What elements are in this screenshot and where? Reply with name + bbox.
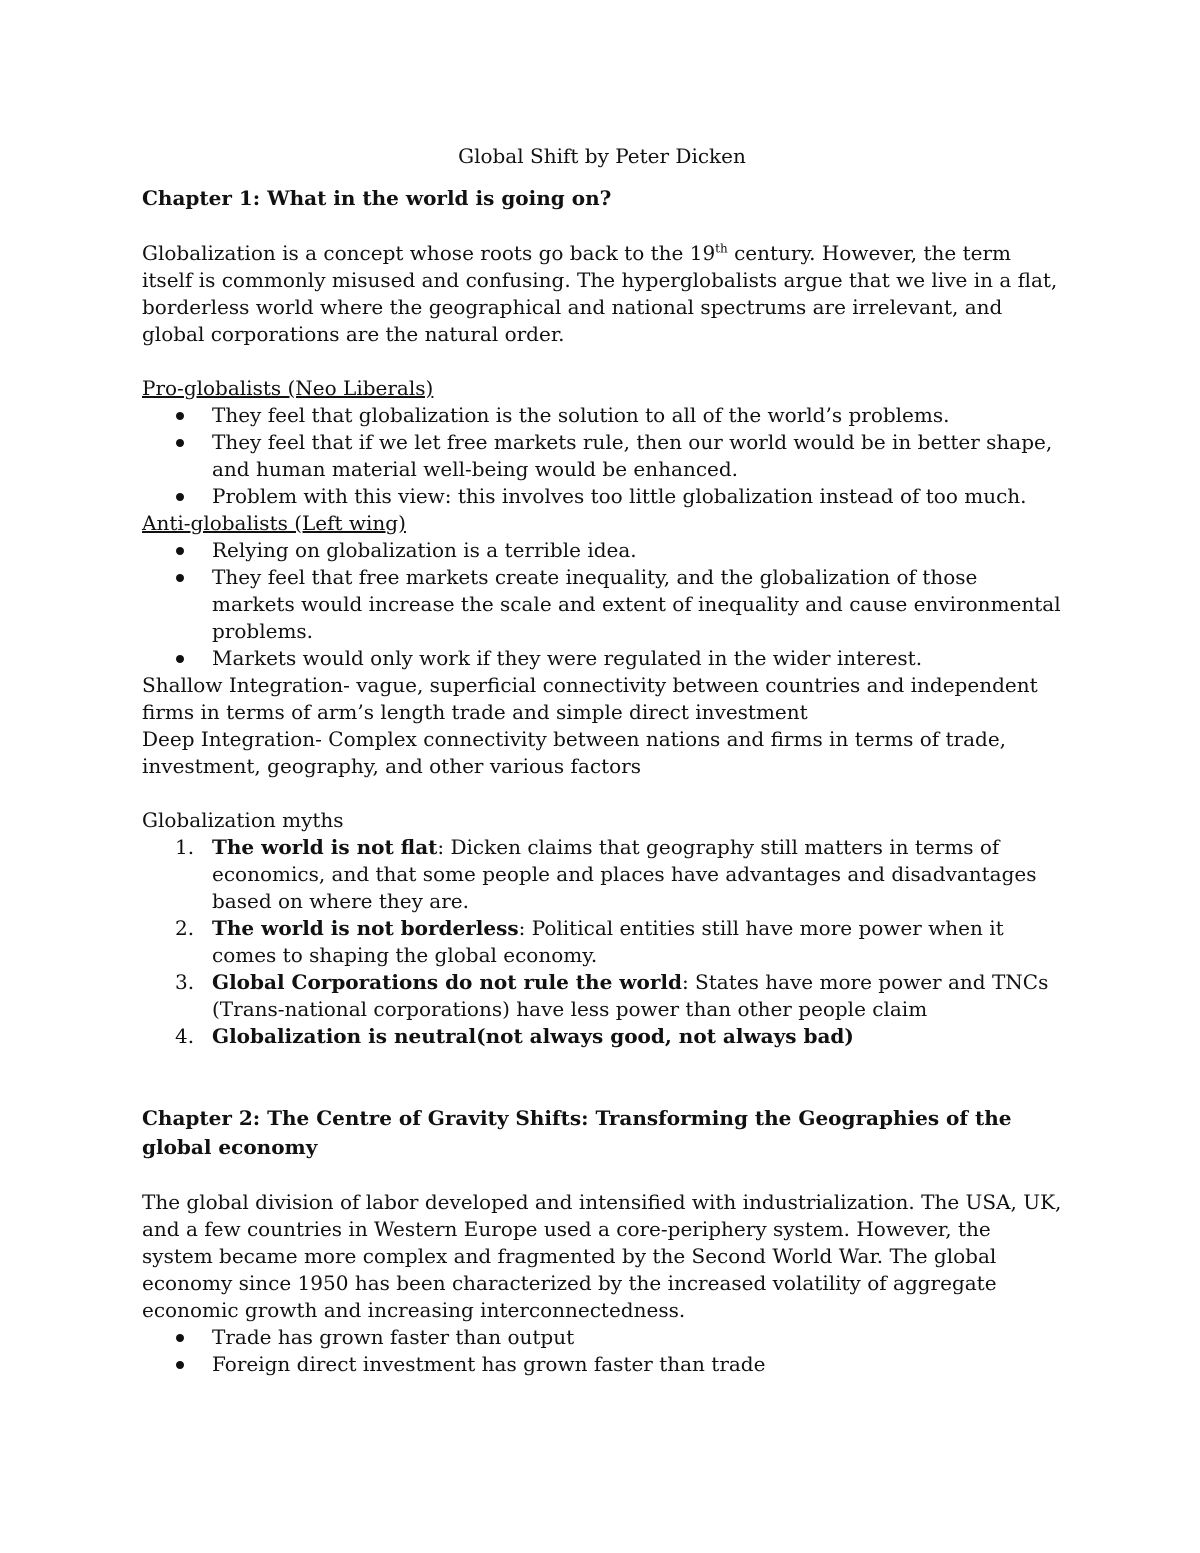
list-item: 4. Globalization is neutral(not always good, not always bad) [175,1024,854,1048]
list-item: 2. The world is not borderless: Political entities still have more power when it comes to shaping the global economy. [175,916,1004,967]
list-item: 1. The world is not flat: Dicken claims that geography still matters in terms of economics, and that some people and places have advantages and disadvantages based on where they are. [175,835,1037,913]
list-item: They feel that free markets create inequality, and the globalization of those markets would increase the scale and extent of inequality and cause environmental problems. [212,565,1061,643]
list-item: Problem with this view: this involves too little globalization instead of too much. [212,483,1062,510]
list-item: They feel that if we let free markets rule, then our world would be in better shape, and human material well-being would be enhanced. [212,429,1062,483]
chapter-1-intro: Globalization is a concept whose roots go back to the 19th century. However, the term itself is commonly misused and confusing. The hyperglobalists argue that we live in a flat, borderless world where the geographical and national spectrums are irrelevant, and global corporations are the natural order. [142,241,1058,346]
anti-globalists-list [142,537,1062,672]
document-page [142,143,1062,1378]
list-item: Markets would only work if they were regulated in the wider interest. [212,645,1062,672]
list-item: Trade has grown faster than output [212,1324,1062,1351]
deep-integration-definition: Deep Integration- Complex connectivity between nations and firms in terms of trade, investment, geography, and other various factors [142,727,1007,778]
globalization-myths-label: Globalization myths [142,808,344,832]
anti-globalists-label: Anti-globalists (Left wing) [142,511,406,535]
chapter-2-heading: Chapter 2: The Centre of Gravity Shifts: Transforming the Geographies of the global economy [142,1106,1012,1159]
list-item: 3. Global Corporations do not rule the world: States have more power and TNCs (Trans-national corporations) have less power than other people claim [175,970,1049,1021]
list-item: Foreign direct investment has grown faster than trade [212,1351,1062,1378]
list-item: They feel that globalization is the solution to all of the world’s problems. [212,402,1062,429]
shallow-integration-definition: Shallow Integration- vague, superficial connectivity between countries and independent firms in terms of arm’s length trade and simple direct investment [142,673,1038,724]
pro-globalists-label: Pro-globalists (Neo Liberals) [142,376,434,400]
list-item: Relying on globalization is a terrible idea. [212,537,1062,564]
pro-globalists-list [142,402,1062,510]
globalization-myths-list [142,834,1062,1050]
chapter-1-heading: Chapter 1: What in the world is going on? [142,186,612,210]
document-title: Global Shift by Peter Dicken [458,144,746,168]
chapter-2-intro: The global division of labor developed and intensified with industrialization. The USA, UK, and a few countries in Western Europe used a core-periphery system. However, the system became more complex and fragmented by the Second World War. The global economy since 1950 has been characterized by the increased volatility of aggregate economic growth and increasing interconnectedness. [142,1190,1062,1322]
chapter-2-list [142,1324,1062,1378]
section-spacer [142,1050,1062,1104]
